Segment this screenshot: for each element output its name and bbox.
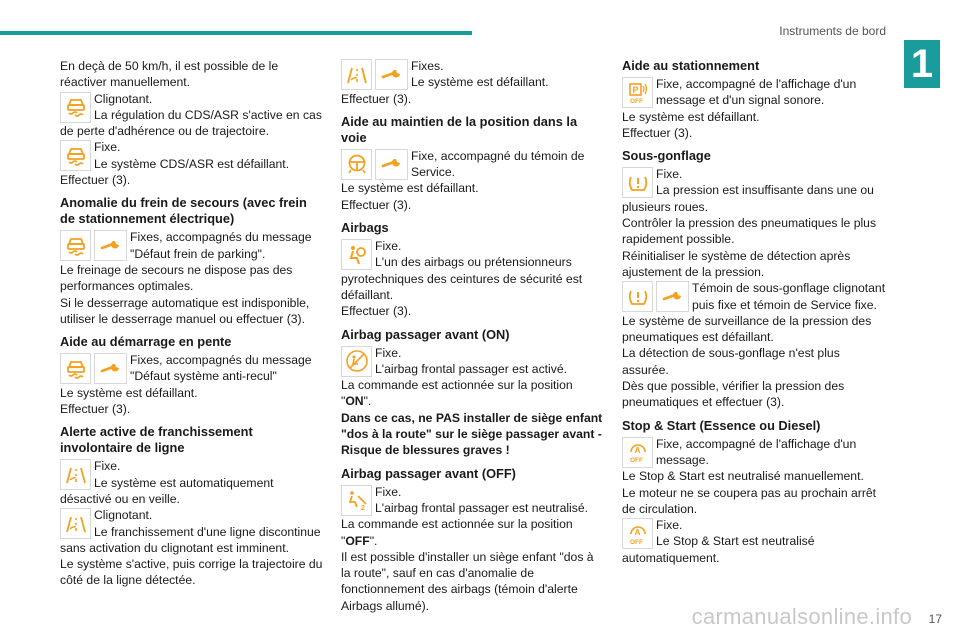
service-wrench-icon [94,230,127,261]
warning-entry [60,91,325,140]
section-heading: Airbag passager avant (OFF) [341,465,516,481]
description-text: La détection de sous-gonflage n'est plus assurée. [622,346,840,377]
header-accent-bar [0,31,472,35]
action-text: Dès que possible, vérifier la pression des pneumatiques et effectuer (3). [622,379,845,410]
action-text: Effectuer (3). [341,197,412,212]
warning-entry [60,507,325,588]
action-text: Effectuer (3). [341,91,412,106]
action-text: Effectuer (3). [622,125,693,140]
svg-text:A: A [634,527,640,537]
svg-text:OFF: OFF [629,97,643,105]
section-heading: Anomalie du frein de secours (avec frein de stationnement électrique) [60,195,307,227]
description-text: Le moteur ne se coupera pas au prochain arrêt de circulation. [622,485,877,516]
action-text: Effectuer (3). [60,402,131,417]
description-text: Le système est défaillant. [411,75,549,90]
section-heading: Stop & Start (Essence ou Diesel) [622,417,821,433]
chapter-badge: 1 [904,40,940,88]
warning-entry [341,148,606,213]
description-text: Le système est défaillant. [60,385,198,400]
section-title: Instruments de bord [779,24,886,38]
warning-entry [60,458,325,507]
action-text: Effectuer (3). [60,173,131,188]
svg-text:OFF: OFF [629,457,643,465]
airbag-icon [341,239,372,270]
warning-entry [341,345,606,459]
warning-entry [622,280,887,410]
warning-text: Dans ce cas, ne PAS installer de siège enfant "dos à la route" sur le siège passager avant - Risque de blessures graves ! [341,410,603,458]
status-text: Fixe, accompagné de l'affichage d'un message. [656,436,857,467]
tire-pressure-icon [622,281,653,312]
status-text: Fixe. [375,484,402,499]
description-text: Le franchissement d'une ligne discontinue sans activation du clignotant est imminent. [60,524,321,555]
status-text: Clignotant. [94,91,153,106]
warning-entry [622,166,887,280]
skid-control-icon [60,230,91,261]
service-wrench-icon [375,149,408,180]
description-text: Le système CDS/ASR est défaillant. [94,156,290,171]
service-wrench-icon [375,59,408,90]
description-text: Le système est défaillant. [341,181,479,196]
skid-control-icon [60,92,91,123]
section-heading: Aide au démarrage en pente [60,334,232,350]
lane-departure-icon [341,59,372,90]
description-text: Le Stop & Start est neutralisé automatiquement. [622,534,815,565]
section-heading: Airbag passager avant (ON) [341,326,510,342]
service-wrench-icon [656,281,689,312]
status-text: Fixes, accompagnés du message "Défaut frein de parking". [130,230,312,261]
airbag-on-icon [341,346,372,377]
skid-control-icon [60,140,91,171]
section-heading: Aide au stationnement [622,58,760,73]
status-text: Fixe. [375,345,402,360]
description-text: La commande est actionnée sur la position "OFF". [341,517,573,548]
section-heading: Alerte active de franchissement involontaire de ligne [60,424,253,456]
svg-text:P: P [632,84,639,95]
description-text: La pression est insuffisante dans une ou plusieurs roues. [622,183,874,214]
section-heading: Airbags [341,220,389,236]
steering-wheel-icon [341,149,372,180]
tire-pressure-icon [622,167,653,198]
airbag-off-icon [341,485,372,516]
page-number: 17 [928,612,942,626]
description-text: Le système s'active, puis corrige la trajectoire du côté de la ligne détectée. [60,557,323,588]
warning-entry [60,229,325,327]
parking-sensor-off-icon [622,77,653,108]
description-text: Contrôler la pression des pneumatiques le plus rapidement possible. [622,216,877,247]
watermark: carmanualsonline.info [691,604,912,629]
stop-start-off-icon [622,518,653,549]
service-wrench-icon [94,353,127,384]
svg-text:A: A [634,446,640,456]
description-text: L'airbag frontal passager est neutralisé. [375,500,589,515]
description-text: Le Stop & Start est neutralisé manuellement. [622,469,864,484]
description-text: L'un des airbags ou prétensionneurs pyrotechniques des ceintures de sécurité est défaillant. [341,255,583,302]
description-text: Il est possible d'installer un siège enfant "dos à la route", sauf en cas d'anomalie de fonctionnement des airbags (témoin d'alerte Airbags allumé). [341,549,594,613]
description-text: Le système de surveillance de la pression des pneumatiques est défaillant. [622,313,872,345]
section-heading: Sous-gonflage [622,148,711,164]
column-1 [60,58,325,589]
warning-entry [60,139,325,188]
status-text: Fixes, accompagnés du message "Défaut système anti-recul" [130,353,312,384]
lane-departure-icon [60,459,91,490]
status-text: Clignotant. [94,508,153,523]
column-2 [341,58,606,614]
description-text: L'airbag frontal passager est activé. [375,361,568,376]
svg-text:OFF: OFF [629,538,643,546]
status-text: Fixes. [411,59,444,73]
warning-entry [622,76,887,141]
section-heading: Aide au maintien de la position dans la voie [341,113,578,145]
description-text: Le système est automatiquement désactivé ou en veille. [60,475,274,506]
column-3 [622,58,887,566]
description-text: Le freinage de secours ne dispose pas des performances optimales. [60,262,293,294]
description-text: Le système est défaillant. [622,109,760,124]
status-text: Fixe. [94,459,121,474]
warning-entry [622,517,887,566]
warning-entry [622,436,887,517]
lane-departure-icon [60,508,91,539]
description-text: Si le desserrage automatique est indisponible, utiliser le desserrage manuel ou effectuer (3). [60,295,310,326]
description-text: La commande est actionnée sur la position "ON". [341,378,573,409]
action-text: Effectuer (3). [341,304,412,319]
status-text: Fixe. [656,518,683,533]
status-text: Fixe. [94,140,121,155]
description-text: Réinitialiser le système de détection après ajustement de la pression. [622,248,851,279]
stop-start-off-icon [622,437,653,468]
status-text: Fixe. [656,167,683,182]
intro-text: En deçà de 50 km/h, il est possible de le réactiver manuellement. [60,59,279,90]
status-text: Fixe. [375,239,402,254]
description-text: La régulation du CDS/ASR s'active en cas de perte d'adhérence ou de trajectoire. [60,107,322,139]
warning-entry [60,352,325,417]
warning-entry [341,484,606,614]
status-text: Témoin de sous-gonflage clignotant puis fixe et témoin de Service fixe. [692,281,886,312]
warning-entry [341,238,606,319]
status-text: Fixe, accompagné du témoin de Service. [411,148,585,180]
status-text: Fixe, accompagné de l'affichage d'un message et d'un signal sonore. [656,77,857,108]
skid-control-icon [60,353,91,384]
warning-entry [341,58,606,107]
